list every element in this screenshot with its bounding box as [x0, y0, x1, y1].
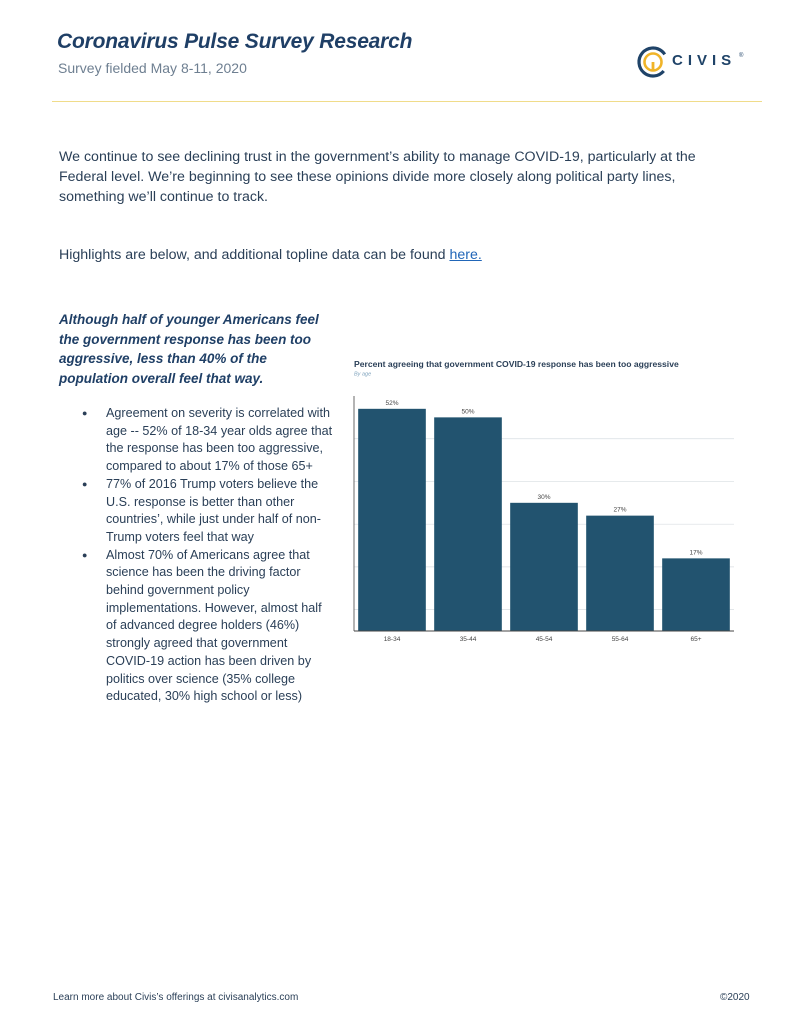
civis-logo-icon	[636, 45, 670, 79]
chart-x-tick-labels	[384, 636, 702, 643]
highlights-list	[78, 405, 333, 706]
data-label-45-54: 30%	[537, 493, 551, 501]
chart-subtitle: By age	[354, 371, 372, 378]
chart-bar-55-64	[586, 516, 654, 631]
logo-registered-mark: ®	[739, 53, 744, 59]
data-label-35-44: 50%	[461, 408, 475, 416]
page-title: Coronavirus Pulse Survey Research	[57, 30, 413, 53]
x-tick-label-35-44: 35-44	[459, 636, 477, 643]
chart-bar-18-34	[358, 409, 426, 631]
chart-bar-65+	[662, 558, 730, 631]
data-label-55-64: 27%	[613, 506, 627, 514]
highlights-paragraph	[59, 245, 719, 265]
chart-bar-35-44	[434, 417, 502, 631]
intro-paragraph: We continue to see declining trust in the government’s ability to manage COVID-19, particularly at the Federal level. We’re beginning to see these opinions divide more closely along political party lines, something we’ll continue to track.	[59, 149, 696, 205]
civis-logo	[636, 45, 746, 79]
x-tick-label-65+: 65+	[690, 636, 702, 643]
data-label-65+: 17%	[689, 549, 703, 557]
x-tick-label-55-64: 55-64	[611, 636, 629, 643]
age-bar-chart	[350, 352, 750, 652]
highlights-text: Highlights are below, and additional topline data can be found	[59, 247, 450, 263]
footer-link-text: Learn more about Civis’s offerings at civisanalytics.com	[53, 992, 299, 1003]
footer-copyright: ©2020	[720, 992, 750, 1003]
list-item: ● 77% of 2016 Trump voters believe the U.S. response is better than other countries’, while just under half of non-Trump voters feel that way	[78, 476, 333, 547]
logo-wordmark: CIVIS	[672, 52, 737, 69]
list-item: ● Almost 70% of Americans agree that science has been the driving factor behind government policy implementations. However, almost half of advanced degree holders (46%) strongly agreed that government COVID-19 action has been driven by politics over science (35% college educated, 30% high school or less)	[78, 547, 333, 706]
chart-bar-45-54	[510, 503, 578, 631]
header-divider	[52, 101, 762, 102]
x-tick-label-45-54: 45-54	[535, 636, 553, 643]
data-label-18-34: 52%	[385, 399, 399, 407]
chart-title: Percent agreeing that government COVID-19 response has been too aggressive	[354, 359, 679, 369]
lead-statement: Although half of younger Americans feel the government response has been too aggressive, less than 40% of the population overall feel that way.	[59, 312, 319, 386]
topline-data-link[interactable]: here.	[449, 247, 482, 263]
x-tick-label-18-34: 18-34	[383, 636, 401, 643]
page-subtitle: Survey fielded May 8-11, 2020	[58, 60, 247, 76]
chart-bars	[358, 409, 730, 631]
list-item: ● Agreement on severity is correlated with age -- 52% of 18-34 year olds agree that the response has been too aggressive, compared to about 17% of those 65+	[78, 405, 333, 476]
